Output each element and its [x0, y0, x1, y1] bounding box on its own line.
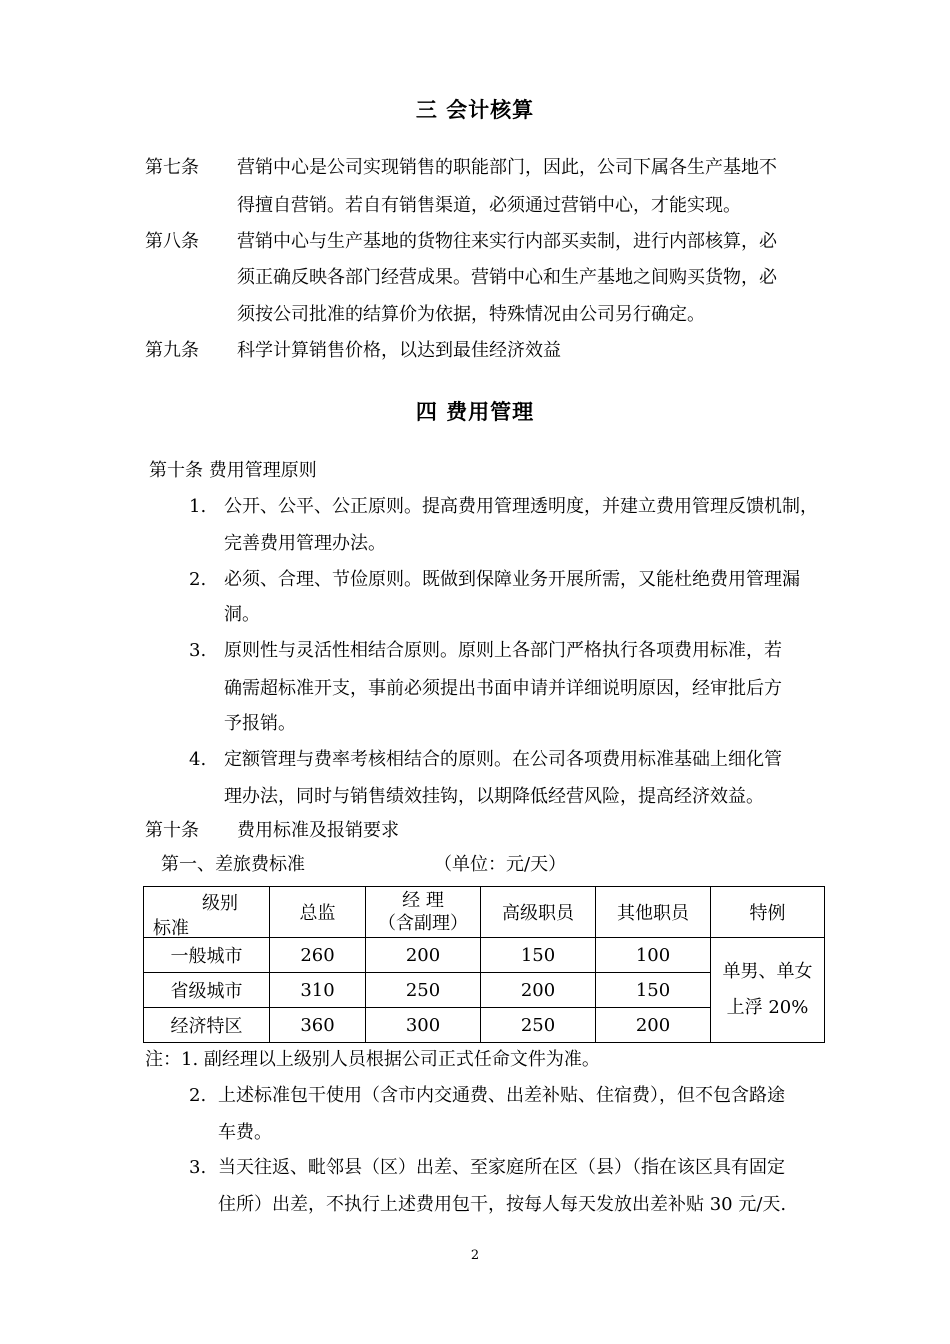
- article-10-title: 第十条 费用管理原则: [149, 460, 317, 481]
- page-number: 2: [470, 1248, 480, 1263]
- table-cell: 260: [270, 938, 366, 973]
- note-2-line-2: 车费。: [218, 1122, 272, 1143]
- note-3-number: 3.: [189, 1157, 207, 1178]
- note-1: 注：1. 副经理以上级别人员根据公司正式任命文件为准。: [145, 1049, 600, 1070]
- header-senior-staff: 高级职员: [481, 887, 596, 938]
- row-label: 一般城市: [144, 938, 270, 973]
- principle-2-number: 2.: [189, 569, 207, 590]
- article-8-line-1: 营销中心与生产基地的货物往来实行内部买卖制，进行内部核算，必: [237, 231, 777, 252]
- table-cell: 250: [481, 1008, 596, 1043]
- note-3-line-2: 住所）出差，不执行上述费用包干，按每人每天发放出差补贴 30 元/天.: [218, 1194, 787, 1215]
- header-manager: [366, 887, 481, 938]
- header-director: 总监: [270, 887, 366, 938]
- article-7-line-2: 得擅自营销。若自有销售渠道，必须通过营销中心，才能实现。: [237, 195, 741, 216]
- table-cell: 250: [366, 973, 481, 1008]
- header-manager-line-1: 经 理: [402, 890, 444, 911]
- principle-3-line-1: 原则性与灵活性相结合原则。原则上各部门严格执行各项费用标准，若: [224, 640, 782, 661]
- special-cell: [711, 938, 825, 1043]
- table-cell: 200: [366, 938, 481, 973]
- table-row: [144, 938, 825, 973]
- principle-4-number: 4.: [189, 749, 207, 770]
- table-cell: 360: [270, 1008, 366, 1043]
- principle-1-number: 1.: [189, 496, 207, 517]
- table-cell: 150: [481, 938, 596, 973]
- special-line-2: 上浮 20%: [726, 997, 809, 1018]
- note-3-line-1: 当天往返、毗邻县（区）出差、至家庭所在区（县）（指在该区具有固定: [218, 1157, 785, 1178]
- principle-3-line-2: 确需超标准开支，事前必须提出书面申请并详细说明原因，经审批后方: [224, 678, 782, 699]
- principle-3-number: 3.: [189, 640, 207, 661]
- principle-2-line-1: 必须、合理、节俭原则。既做到保障业务开展所需，又能杜绝费用管理漏: [224, 569, 800, 590]
- note-2-number: 2.: [189, 1085, 207, 1106]
- special-line-1: 单男、单女: [722, 961, 813, 982]
- note-2-line-1: 上述标准包干使用（含市内交通费、出差补贴、住宿费），但不包含路途: [218, 1085, 785, 1106]
- table-cell: 300: [366, 1008, 481, 1043]
- article-7-line-1: 营销中心是公司实现销售的职能部门，因此，公司下属各生产基地不: [237, 157, 777, 178]
- header-other-staff: 其他职员: [596, 887, 711, 938]
- article-10b-text: 费用标准及报销要求: [237, 820, 399, 841]
- article-8-line-2: 须正确反映各部门经营成果。营销中心和生产基地之间购买货物，必: [237, 267, 777, 288]
- table-cell: 100: [596, 938, 711, 973]
- article-9-line-1: 科学计算销售价格，以达到最佳经济效益: [237, 340, 561, 361]
- travel-expense-table: [143, 886, 825, 1043]
- principle-2-line-2: 洞。: [224, 604, 260, 625]
- row-label: 省级城市: [144, 973, 270, 1008]
- corner-level-label: 级别: [202, 893, 238, 914]
- travel-standard-unit: （单位：元/天）: [434, 854, 567, 875]
- table-cell: 200: [596, 1008, 711, 1043]
- principle-1-line-2: 完善费用管理办法。: [224, 533, 386, 554]
- row-label: 经济特区: [144, 1008, 270, 1043]
- section-heading-expense: 四 费用管理: [415, 399, 535, 424]
- article-7-label: 第七条: [145, 157, 199, 178]
- travel-standard-title: 第一、差旅费标准: [161, 854, 305, 875]
- principle-4-line-2: 理办法，同时与销售绩效挂钩，以期降低经营风险，提高经济效益。: [224, 786, 764, 807]
- section-heading-accounting: 三 会计核算: [415, 97, 535, 122]
- article-8-label: 第八条: [145, 231, 199, 252]
- article-8-line-3: 须按公司批准的结算价为依据，特殊情况由公司另行确定。: [237, 304, 705, 325]
- table-cell: 200: [481, 973, 596, 1008]
- principle-1-line-1: 公开、公平、公正原则。提高费用管理透明度，并建立费用管理反馈机制，: [224, 496, 818, 517]
- table-header-row: [144, 887, 825, 938]
- principle-4-line-1: 定额管理与费率考核相结合的原则。在公司各项费用标准基础上细化管: [224, 749, 782, 770]
- article-9-label: 第九条: [145, 340, 199, 361]
- principle-3-line-3: 予报销。: [224, 713, 296, 734]
- table-cell: 310: [270, 973, 366, 1008]
- corner-standard-label: 标准: [153, 918, 189, 939]
- table-cell: 150: [596, 973, 711, 1008]
- header-special: 特例: [711, 887, 825, 938]
- article-10b-label: 第十条: [145, 820, 199, 841]
- header-manager-line-2: （含副理）: [378, 913, 468, 934]
- table-corner-cell: [144, 887, 270, 938]
